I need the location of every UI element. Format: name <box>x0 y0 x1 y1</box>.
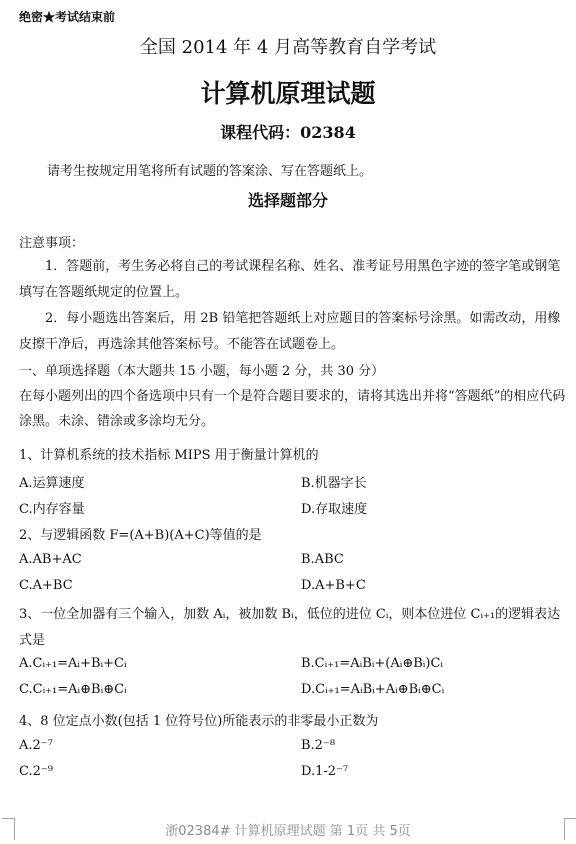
page-footer: 浙02384# 计算机原理试题 第 1页 共 5页 <box>165 824 411 839</box>
question-4-option-b: B.2⁻⁸ <box>301 738 336 753</box>
note-item-1: 1．答题前，考生务必将自己的考试课程名称、姓名、准考证号用黑色字迹的签字笔或钢笔填写在答题纸规定的位置上。 <box>19 259 561 300</box>
question-1-option-c: C.内存容量 <box>19 502 85 517</box>
question-3-option-b: B.Cᵢ₊₁=AᵢBᵢ+(Aᵢ⊕Bᵢ)Cᵢ <box>301 656 444 671</box>
crop-mark-right-h <box>564 818 576 819</box>
notes-label: 注意事项： <box>19 236 85 251</box>
question-2-option-d: D.A+B+C <box>301 578 366 593</box>
course-code: 课程代码：02384 <box>220 123 356 142</box>
answer-instruction: 请考生按规定用笔将所有试题的答案涂、写在答题纸上。 <box>47 164 373 179</box>
question-3-option-c: C.Cᵢ₊₁=Aᵢ⊕Bᵢ⊕Cᵢ <box>19 682 127 697</box>
part-description: 在每小题列出的四个备选项中只有一个是符合题目要求的，请将其选出并将“答题纸”的相应代码涂黑。未涂、错涂或多涂均无分。 <box>19 389 566 429</box>
note-item-2: 2．每小题选出答案后，用 2B 铅笔把答题纸上对应题目的答案标号涂黑。如需改动，用橡皮擦干净后，再选涂其他答案标号。不能答在试题卷上。 <box>19 311 561 352</box>
question-2-option-a: A.AB+AC <box>19 552 82 567</box>
question-2-option-c: C.A+BC <box>19 578 73 593</box>
section-title: 选择题部分 <box>247 191 328 210</box>
page-title: 计算机原理试题 <box>200 79 376 108</box>
question-3-stem: 3、一位全加器有三个输入，加数 Aᵢ，被加数 Bᵢ，低位的进位 Cᵢ，则本位进位 Cᵢ₊₁的逻辑表达式是 <box>19 607 561 648</box>
question-4-option-a: A.2⁻⁷ <box>19 738 53 753</box>
question-2-stem: 2、与逻辑函数 F=(A+B)(A+C)等值的是 <box>19 528 262 543</box>
question-1-option-a: A.运算速度 <box>19 476 85 491</box>
question-4-option-d: D.1-2⁻⁷ <box>301 764 349 779</box>
part-heading: 一、单项选择题（本大题共 15 小题，每小题 2 分，共 30 分） <box>19 364 385 379</box>
question-1-stem: 1、计算机系统的技术指标 MIPS 用于衡量计算机的 <box>19 448 319 463</box>
question-3-option-d: D.Cᵢ₊₁=AᵢBᵢ+Aᵢ⊕Bᵢ⊕Cᵢ <box>301 682 445 697</box>
question-1-option-d: D.存取速度 <box>301 502 368 517</box>
question-3-option-a: A.Cᵢ₊₁=Aᵢ+Bᵢ+Cᵢ <box>19 656 127 671</box>
question-4-stem: 4、8 位定点小数(包括 1 位符号位)所能表示的非零最小正数为 <box>19 714 379 729</box>
question-2-option-b: B.ABC <box>301 552 344 567</box>
question-1-option-b: B.机器字长 <box>301 476 367 491</box>
confidential-label: 绝密★考试结束前 <box>19 10 116 24</box>
question-4-option-c: C.2⁻⁹ <box>19 764 53 779</box>
crop-mark-left-h <box>2 818 14 819</box>
exam-title: 全国 2014 年 4 月高等教育自学考试 <box>139 37 437 58</box>
